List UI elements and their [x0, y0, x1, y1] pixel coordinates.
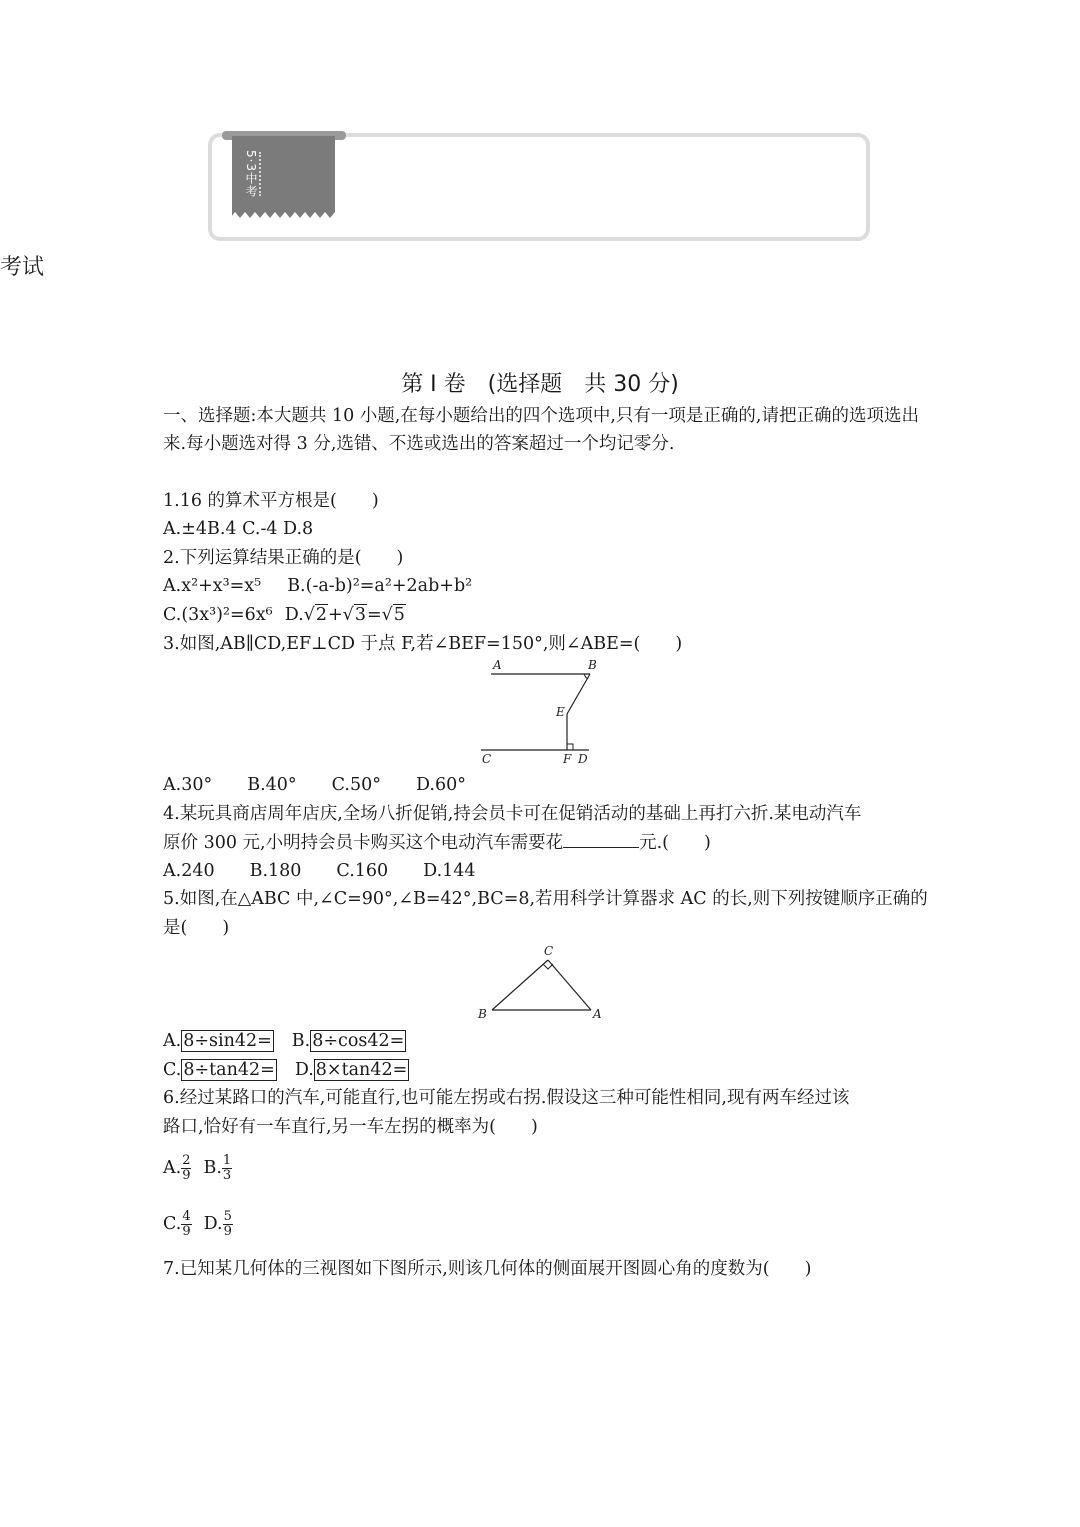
fraction-b-denominator: 3 — [222, 1168, 232, 1183]
question-5-option-c-label: C. — [163, 1060, 182, 1080]
fraction-d — [223, 1210, 233, 1239]
label-a: A — [493, 658, 502, 672]
fraction-a-denominator: 9 — [182, 1168, 191, 1183]
question-2-option-d-plus: + — [327, 605, 343, 625]
ribbon-perforation — [259, 152, 261, 196]
question-2-option-b: B.(-a-b)²=a²+2ab+b² — [287, 576, 473, 596]
question-6-option-d-label: D. — [203, 1214, 223, 1234]
label-e: E — [556, 705, 565, 719]
question-3-stem: 3.如图,AB∥CD,EF⊥CD 于点 F,若∠BEF=150°,则∠ABE=( ) — [163, 634, 683, 654]
key-sequence-a: 8÷sin42= — [183, 1031, 272, 1051]
answer-blank — [563, 829, 639, 848]
instructions-line-2: 来.每小题选对得 3 分,选错、不选或选出的答案超过一个均记零分. — [163, 434, 675, 454]
fraction-a-numerator: 2 — [182, 1153, 191, 1168]
instructions-line-1: 一、选择题:本大题共 10 小题,在每小题给出的四个选项中,只有一项是正确的,请把正确的选项选出 — [163, 406, 919, 426]
question-6-options-row-1 — [163, 1154, 232, 1183]
question-5-option-d-label: D. — [294, 1060, 314, 1080]
key-sequence-b: 8÷cos42= — [312, 1031, 405, 1051]
segment-be — [567, 674, 590, 714]
question-5-option-a-label: A. — [163, 1031, 182, 1051]
question-4-line-2-text: 原价 300 元,小明持会员卡购买这个电动汽车需要花 — [163, 833, 564, 853]
fraction-c — [181, 1210, 191, 1239]
fraction-c-denominator: 9 — [182, 1224, 191, 1239]
question-4-line-2 — [163, 829, 711, 857]
question-5-options-row-2 — [163, 1056, 409, 1084]
side-bc — [492, 960, 548, 1010]
fraction-d-numerator: 5 — [223, 1209, 232, 1224]
question-2-option-d-equals: = — [366, 605, 382, 625]
label-d: D — [578, 752, 588, 766]
label-f: F — [563, 752, 572, 766]
question-2-option-a: A.x²+x³=x⁵ — [163, 576, 262, 596]
question-4-line-2-end: 元.( ) — [639, 833, 711, 853]
question-6-option-c-label: C. — [163, 1214, 182, 1234]
key-sequence-d: 8×tan42= — [315, 1060, 408, 1080]
question-2-options-row-2: C.(3x³)²=6x⁶ D.√2+√3=√5 — [163, 605, 405, 625]
side-ca — [548, 960, 591, 1010]
question-5-line-2: 是( ) — [163, 918, 230, 938]
ribbon-label: 5·3中考 — [244, 150, 258, 199]
question-5-line-1: 5.如图,在△ABC 中,∠C=90°,∠B=42°,BC=8,若用科学计算器求 AC 的长,则下列按键顺序正确的 — [163, 889, 928, 909]
label-c: C — [544, 944, 554, 958]
question-2-options-row-1 — [163, 572, 472, 600]
label-b: B — [588, 658, 597, 672]
label-a: A — [593, 1007, 602, 1021]
question-2-option-d-radicand-1: 2 — [315, 605, 327, 625]
side-text-fragment: 考试 — [0, 255, 45, 280]
key-sequence-c: 8÷tan42= — [183, 1060, 275, 1080]
section-title: 第 I 卷 (选择题 共 30 分) — [401, 372, 679, 397]
fraction-d-denominator: 9 — [223, 1224, 232, 1239]
question-2-option-d-radicand-3: 5 — [393, 605, 405, 625]
question-7-stem: 7.已知某几何体的三视图如下图所示,则该几何体的侧面展开图圆心角的度数为( ) — [163, 1259, 812, 1279]
fraction-a — [181, 1154, 191, 1183]
question-3-figure — [475, 656, 615, 768]
question-4-line-1: 4.某玩具商店周年店庆,全场八折促销,持会员卡可在促销活动的基础上再打六折.某电动汽车 — [163, 804, 862, 824]
question-5-option-b-label: B. — [291, 1031, 311, 1051]
question-1-stem: 1.16 的算术平方根是( ) — [163, 491, 379, 511]
question-4-options: A.240 B.180 C.160 D.144 — [163, 861, 476, 881]
question-6-line-1: 6.经过某路口的汽车,可能直行,也可能左拐或右拐.假设这三种可能性相同,现有两车经过该 — [163, 1088, 850, 1108]
right-angle-mark-f — [567, 744, 573, 750]
question-6-line-2: 路口,恰好有一车直行,另一车左拐的概率为( ) — [163, 1117, 538, 1137]
question-1-options: A.±4B.4 C.-4 D.8 — [163, 519, 314, 539]
question-6-option-b-label: B. — [203, 1158, 222, 1178]
fraction-b — [222, 1154, 232, 1183]
fraction-b-numerator: 1 — [222, 1153, 232, 1168]
question-6-options-row-2 — [163, 1210, 233, 1239]
question-2-stem: 2.下列运算结果正确的是( ) — [163, 548, 404, 568]
question-3-options: A.30° B.40° C.50° D.60° — [163, 775, 466, 795]
question-2-option-d-radicand-2: 3 — [354, 605, 366, 625]
question-2-option-c: C.(3x³)²=6x⁶ — [163, 605, 273, 625]
question-2-option-d-label: D. — [284, 605, 304, 625]
question-5-options-row-1 — [163, 1027, 406, 1055]
fraction-c-numerator: 4 — [182, 1209, 191, 1224]
label-c: C — [482, 752, 492, 766]
question-5-figure — [470, 940, 610, 1022]
label-b: B — [478, 1007, 487, 1021]
question-6-option-a-label: A. — [163, 1158, 182, 1178]
